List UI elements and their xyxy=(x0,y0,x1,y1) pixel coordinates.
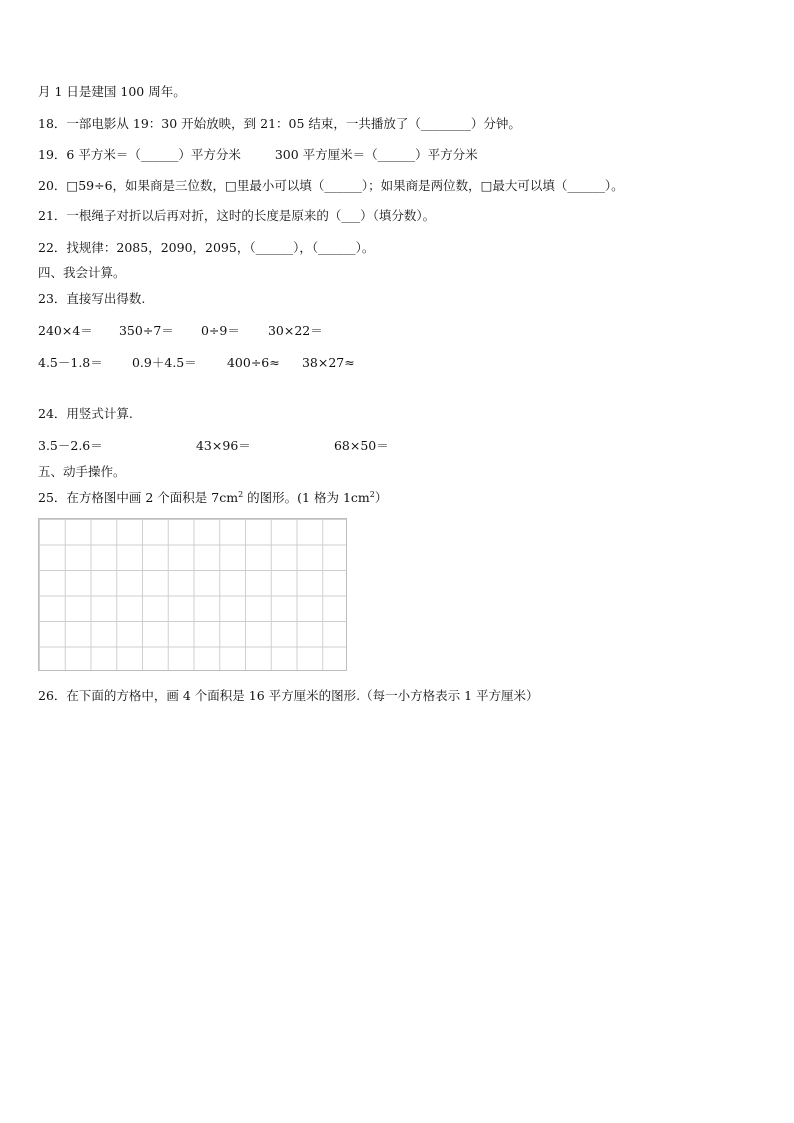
calc-item: 30×22＝ xyxy=(267,323,323,338)
vertical-calc-row xyxy=(38,438,389,454)
question-25 xyxy=(38,490,387,506)
superscript-2: 2 xyxy=(369,489,375,499)
calc-row-1 xyxy=(38,323,323,339)
calc-item: 0÷9＝ xyxy=(200,323,240,338)
question-23: 23．直接写出得数. xyxy=(38,291,146,306)
question-25-text-a: 25．在方格图中画 2 个面积是 7cm xyxy=(38,490,239,505)
question-19-part-a: 19．6 平方米＝（______）平方分米 xyxy=(38,147,241,162)
calc-item: 0.9＋4.5＝ xyxy=(131,355,197,370)
question-18: 18．一部电影从 19：30 开始放映，到 21：05 结束，一共播放了（________）分钟。 xyxy=(38,116,521,131)
calc-item: 68×50＝ xyxy=(333,438,389,453)
calc-item: 350÷7＝ xyxy=(118,323,174,338)
calc-item: 400÷6≈ xyxy=(226,355,280,370)
drawing-grid[interactable] xyxy=(38,518,347,671)
calc-item: 4.5－1.8＝ xyxy=(38,355,103,370)
question-21: 21．一根绳子对折以后再对折，这时的长度是原来的（___）（填分数）。 xyxy=(38,208,436,223)
question-20: 20．□59÷6，如果商是三位数，□里最小可以填（______）；如果商是两位数，□最大可以填（______）。 xyxy=(38,178,624,193)
question-25-text-b: 的图形。(1 格为 1cm xyxy=(243,490,370,505)
question-19 xyxy=(38,147,478,163)
question-26: 26．在下面的方格中，画 4 个面积是 16 平方厘米的图形.（每一小方格表示 1 平方厘米） xyxy=(38,688,539,703)
superscript-2: 2 xyxy=(238,489,244,499)
question-22: 22．找规律：2085，2090，2095，（______），（______）。 xyxy=(38,240,375,255)
calc-item: 38×27≈ xyxy=(301,355,355,370)
line-intro: 月 1 日是建国 100 周年。 xyxy=(38,84,186,99)
calc-item: 3.5－2.6＝ xyxy=(38,438,103,453)
question-19-part-b: 300 平方厘米＝（______）平方分米 xyxy=(274,147,478,162)
section-5-heading: 五、动手操作。 xyxy=(38,464,126,479)
question-24: 24．用竖式计算. xyxy=(38,406,133,421)
question-25-text-c: ） xyxy=(374,490,388,505)
calc-item: 43×96＝ xyxy=(195,438,251,453)
calc-item: 240×4＝ xyxy=(38,323,93,338)
section-4-heading: 四、我会计算。 xyxy=(38,265,126,280)
calc-row-2 xyxy=(38,355,355,371)
